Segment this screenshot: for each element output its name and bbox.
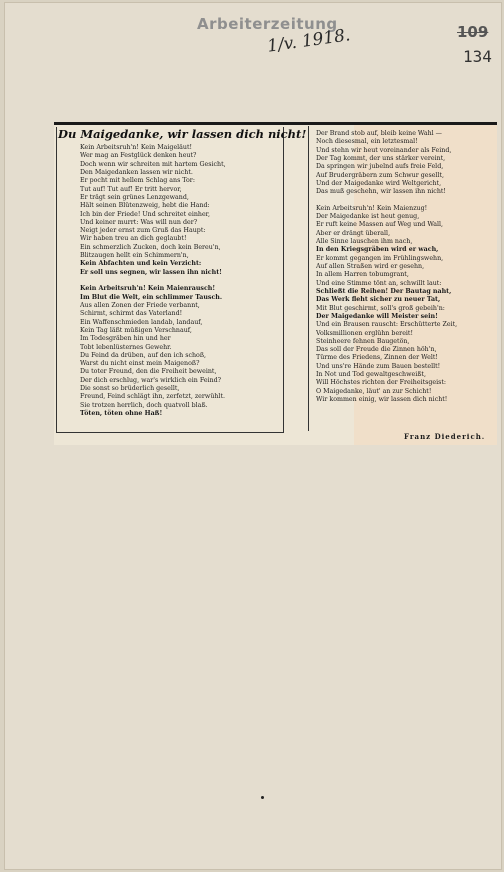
poem-line: Er pocht mit hellem Schlag ans Tor: — [80, 177, 195, 185]
poem-line: Auf Brudergräbern zum Schwur gesellt, — [316, 171, 444, 179]
poem-line: Auf allen Straßen wird er gesehn, — [316, 263, 425, 270]
poem-line: Und eine Stimme tönt an, schwillt laut: — [316, 279, 442, 287]
poem-line: Ich bin der Friede! Und schreitet einher, — [80, 210, 210, 218]
poem-line: Der Brand stob auf, bleib keine Wahl — — [316, 130, 442, 137]
poem-author: Franz Diederich. — [404, 432, 486, 441]
newspaper-clipping — [54, 122, 497, 445]
poem-line: In allem Harren tobumgrant, — [316, 271, 409, 279]
poem-line: Und uns're Hände zum Bauen bestellt! — [316, 362, 441, 370]
poem-line: In Not und Tod gewaltgeschweißt, — [316, 371, 426, 379]
poem-line: Er kommt gegangen im Frühlingswehn, — [316, 254, 444, 262]
poem-right-column — [316, 130, 494, 404]
column-divider — [308, 126, 309, 431]
newspaper-stamp: Arbeiterzeitung — [197, 15, 338, 33]
poem-line: Das soll der Freude die Zinnen höh'n, — [316, 346, 437, 354]
poem-line: Neigt jeder ernst zum Gruß das Haupt: — [80, 227, 206, 235]
poem-line: Töten, töten ohne Haß! — [80, 410, 163, 417]
poem-line: Das muß geschehn, wir lassen ihn nicht! — [316, 188, 446, 196]
archive-sheet — [4, 2, 502, 870]
struck-archive-number: 109 — [457, 23, 489, 41]
poem-line: Die sonst so brüderlich gesellt, — [80, 385, 180, 393]
poem-line: Freund, Feind schlägt ihn, zerfetzt, zerwühlt. — [80, 393, 225, 401]
poem-line: O Maigedanke, läut' an zur Schicht! — [316, 387, 432, 395]
poem-line: Und ein Brausen rauscht: Erschütterte Zeit, — [316, 321, 458, 329]
poem-line: Hält seinen Blütenzweig, hebt die Hand: — [80, 202, 210, 210]
poem-line: Aus allen Zonen der Friede verbannt, — [80, 301, 200, 309]
poem-line: Da springen wir jubelnd aufs freie Feld, — [316, 163, 444, 171]
poem-line: Ein Waffenschmieden landab, landauf, — [80, 318, 203, 326]
poem-line: Er trägt sein grünes Lenzgewand, — [80, 193, 189, 201]
poem-line: Steinheere fehnen Baugetön, — [316, 337, 410, 345]
poem-line: Du toter Freund, den die Freiheit beweint, — [80, 368, 217, 376]
poem-line: Im Blut die Welt, ein schlimmer Tausch. — [80, 293, 223, 301]
poem-line: Schließt die Reihen! Der Bautag naht, — [316, 287, 452, 295]
poem-line: Das Werk fleht sicher zu neuer Tat, — [316, 296, 441, 304]
poem-line: In den Kriegsgräben wird er wach, — [316, 246, 439, 254]
poem-line: Und stehn wir heut voreinander als Feind, — [316, 146, 452, 154]
top-rule — [54, 122, 497, 125]
poem-line: Wir haben treu an dich geglaubt! — [80, 235, 187, 243]
poem-line: Aber er drängt überall, — [316, 229, 391, 237]
poem-line: Doch wenn wir schreiten mit hartem Gesicht, — [80, 160, 226, 168]
poem-line: Warst du nicht einst mein Maigenoß? — [80, 360, 200, 368]
poem-line: Sie trotzen herrlich, doch quatvoll blaß. — [80, 401, 208, 409]
poem-line: Kein Abfachten und kein Verzicht: — [80, 260, 202, 268]
poem-line — [316, 197, 494, 205]
poem-line: Du Feind da drüben, auf den ich schoß, — [80, 351, 207, 359]
poem-line: Er soll uns segnen, wir lassen ihn nicht! — [80, 268, 222, 276]
poem-line: Der Maigedanke will Meister sein! — [316, 312, 438, 320]
poem-line: Und keiner murrt: Was will nun der? — [80, 218, 198, 226]
poem-left-column — [80, 144, 280, 418]
poem-line: Der Maigedanke ist heut genug, — [316, 213, 420, 221]
poem-line: Blitzaugen hellt ein Schimmern'n, — [80, 252, 189, 260]
poem-line: Kein Arbeitsruh'n! Kein Maigeläut! — [80, 144, 193, 151]
poem-line — [80, 277, 280, 285]
poem-line: Volksmillionen erglühn bereit! — [316, 329, 413, 337]
poem-line: Mit Blut geschirmt, soll's groß gebeih'n: — [316, 304, 445, 312]
poem-line: Im Todesgräben hin und her — [80, 335, 171, 343]
poem-line: Der dich erschlug, war's wirklich ein Feind? — [80, 376, 222, 384]
poem-line: Und der Maigedanke wird Weltgericht, — [316, 179, 442, 187]
poem-line: Kein Arbeitsruh'n! Kein Maienrausch! — [80, 285, 216, 293]
poem-line: Schirmt, schirmt das Vaterland! — [80, 310, 183, 318]
poem-line: Kein Tag läßt müßigen Verschnauf, — [80, 326, 192, 334]
poem-line: Kein Arbeitsruh'n! Kein Maienzug! — [316, 204, 428, 212]
poem-line: Wer mag an Festglück denken heut? — [80, 152, 197, 160]
handwritten-date: 1/v. 1918. — [266, 25, 352, 57]
poem-line: Türme des Friedens, Zinnen der Welt! — [316, 354, 438, 362]
poem-line: Alle Sinne lauschen ihm nach, — [316, 238, 413, 246]
archive-number: 134 — [463, 47, 492, 66]
poem-line: Er ruft keine Massen auf Weg und Wall, — [316, 221, 444, 229]
poem-line: Ein schmerzlich Zucken, doch kein Bereu'n, — [80, 243, 221, 251]
poem-line: Tobt lebenlüsternes Gewehr. — [80, 343, 172, 351]
poem-title: Du Maigedanke, wir lassen dich nicht! — [58, 127, 307, 141]
poem-line: Den Maigedanken lassen wir nicht. — [80, 168, 193, 176]
ink-dot — [261, 796, 264, 799]
poem-line: Will Höchstes richten der Freiheitsgeist: — [316, 379, 447, 387]
poem-line: Tut auf! Tut auf! Er tritt hervor, — [80, 185, 182, 193]
poem-line: Der Tag kommt, der uns stärker vereint, — [316, 154, 446, 162]
poem-line: Noch diesesmal, ein letztesmal! — [316, 138, 418, 146]
poem-line: Wir kommen einig, wir lassen dich nicht! — [316, 396, 448, 403]
